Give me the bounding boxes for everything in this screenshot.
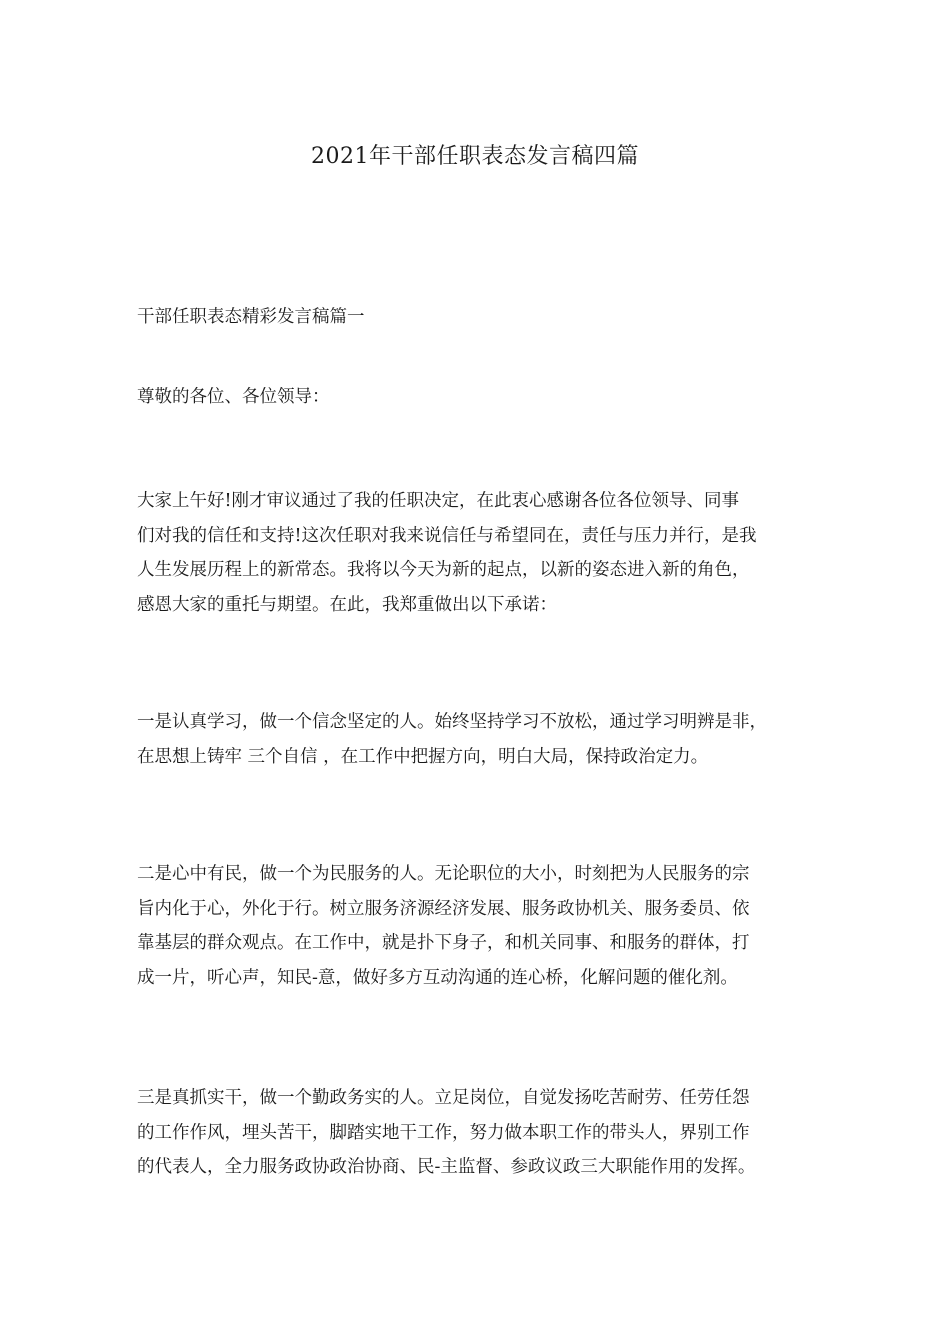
paragraph-line: 一是认真学习，做一个信念坚定的人。始终坚持学习不放松，通过学习明辨是非，	[137, 712, 767, 732]
paragraph-commitment-1	[137, 705, 827, 774]
section-heading-text: 干部任职表态精彩发言稿篇一	[137, 307, 365, 327]
section-heading	[137, 300, 827, 335]
paragraph-line: 靠基层的群众观点。在工作中，就是扑下身子，和机关同事、和服务的群体，打	[137, 933, 750, 953]
paragraph-opening	[137, 484, 827, 622]
document-title: 2021年干部任职表态发言稿四篇	[311, 144, 639, 169]
paragraph-commitment-3	[137, 1081, 827, 1185]
paragraph-line: 感恩大家的重托与期望。在此，我郑重做出以下承诺：	[137, 594, 557, 615]
paragraph-line: 旨内化于心，外化于行。树立服务济源经济发展、服务政协机关、服务委员、依	[137, 898, 750, 919]
paragraph-line: 三是真抓实干，做一个勤政务实的人。立足岗位，自觉发扬吃苦耐劳、任劳任怨	[137, 1088, 750, 1108]
salutation	[137, 380, 827, 415]
paragraph-line: 的工作作风，埋头苦干，脚踏实地干工作，努力做本职工作的带头人，界别工作	[137, 1122, 750, 1143]
paragraph-line: 二是心中有民，做一个为民服务的人。无论职位的大小，时刻把为人民服务的宗	[137, 864, 750, 884]
paragraph-line: 人生发展历程上的新常态。我将以今天为新的起点，以新的姿态进入新的角色，	[137, 560, 750, 580]
paragraph-line: 大家上午好!刚才审议通过了我的任职决定，在此衷心感谢各位各位领导、同事	[137, 491, 740, 511]
paragraph-line: 在思想上铸牢 三个自信 ，在工作中把握方向，明白大局，保持政治定力。	[137, 746, 709, 767]
paragraph-line: 成一片，听心声，知民-意，做好多方互动沟通的连心桥，化解问题的催化剂。	[137, 967, 738, 988]
paragraph-line: 的代表人，全力服务政协政治协商、民-主监督、参政议政三大职能作用的发挥。	[137, 1157, 756, 1177]
paragraph-commitment-2	[137, 857, 827, 995]
salutation-text: 尊敬的各位、各位领导：	[137, 387, 330, 407]
paragraph-line: 们对我的信任和支持!这次任职对我来说信任与希望同在，责任与压力并行，是我	[137, 525, 757, 546]
